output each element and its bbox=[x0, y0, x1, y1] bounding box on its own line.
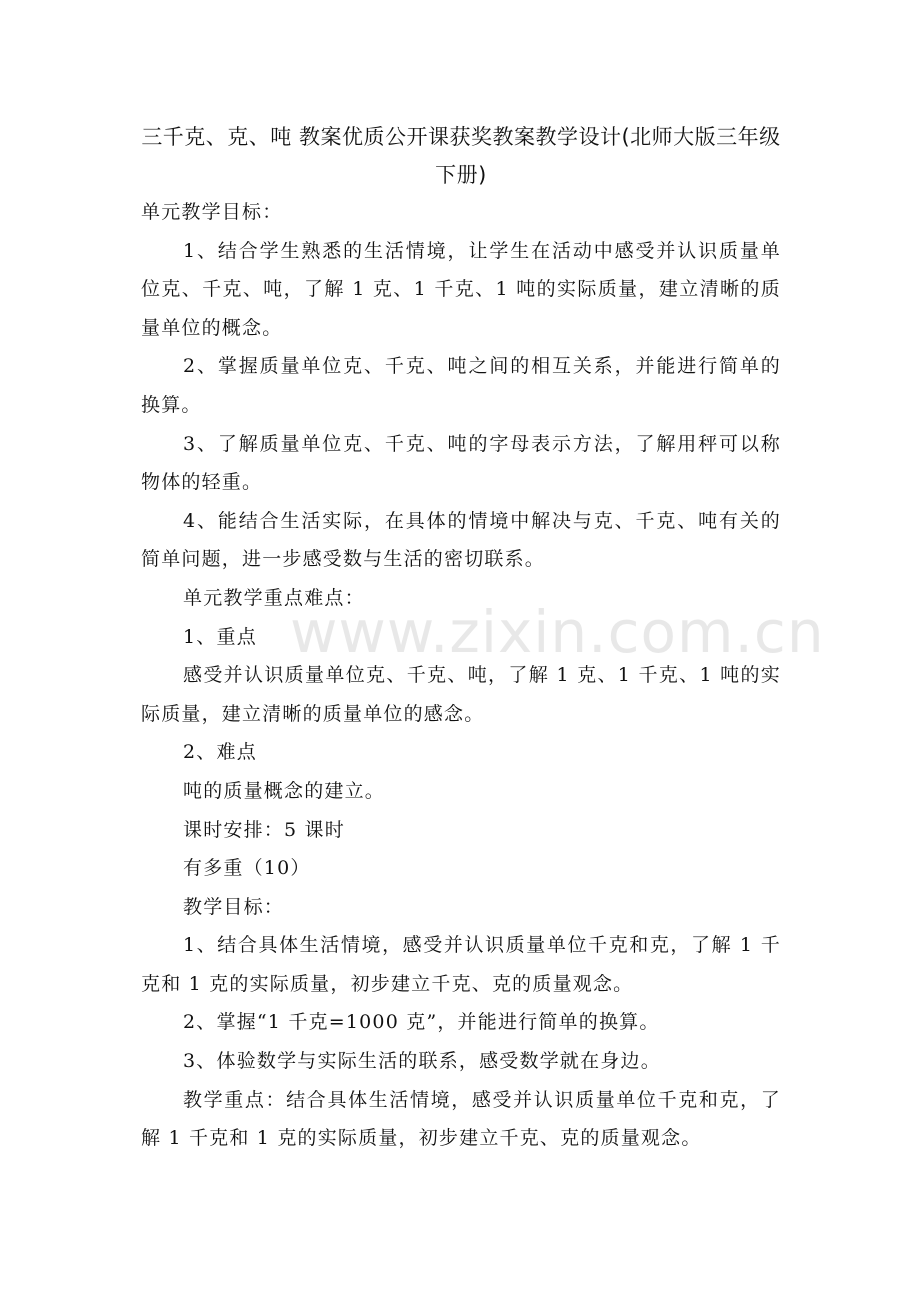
paragraph: 3、体验数学与实际生活的联系，感受数学就在身边。 bbox=[183, 1050, 661, 1073]
watermark: www.zixin.com.cn bbox=[290, 598, 825, 666]
paragraph: 感受并认识质量单位克、千克、吨，了解 1 克、1 千克、1 吨的实际质量，建立清晰的质量单位的感念。 bbox=[141, 664, 781, 725]
paragraph: 2、掌握“1 千克=1000 克”，并能进行简单的换算。 bbox=[183, 1011, 660, 1034]
document-title: 三千克、克、吨 教案优质公开课获奖教案教学设计(北师大版三年级下册) bbox=[141, 125, 781, 187]
paragraph: 单元教学目标： bbox=[141, 201, 283, 223]
paragraph: 4、能结合生活实际，在具体的情境中解决与克、千克、吨有关的简单问题，进一步感受数与生活的密切联系。 bbox=[141, 509, 781, 571]
paragraph: 2、掌握质量单位克、千克、吨之间的相互关系，并能进行简单的换算。 bbox=[141, 355, 781, 416]
lesson-title: 有多重（10） bbox=[183, 857, 311, 880]
paragraph: 2、难点 bbox=[183, 741, 257, 764]
paragraph: 课时安排：5 课时 bbox=[183, 818, 345, 841]
paragraph: 1、重点 bbox=[183, 625, 257, 648]
paragraph: 教学重点：结合具体生活情境，感受并认识质量单位千克和克，了解 1 千克和 1 克的实际质量，初步建立千克、克的质量观念。 bbox=[141, 1088, 781, 1150]
paragraph: 吨的质量概念的建立。 bbox=[183, 779, 386, 802]
paragraph: 3、了解质量单位克、千克、吨的字母表示方法，了解用秤可以称物体的轻重。 bbox=[141, 432, 781, 494]
document-body bbox=[141, 193, 781, 1158]
paragraph: 1、结合学生熟悉的生活情境，让学生在活动中感受并认识质量单位克、千克、吨，了解 1 克、1 千克、1 吨的实际质量，建立清晰的质量单位的概念。 bbox=[141, 239, 781, 339]
section-heading: 单元教学重点难点： bbox=[183, 586, 365, 609]
paragraph: 1、结合具体生活情境，感受并认识质量单位千克和克，了解 1 千克和 1 克的实际质量，初步建立千克、克的质量观念。 bbox=[141, 934, 781, 995]
paragraph: 教学目标： bbox=[183, 895, 285, 918]
